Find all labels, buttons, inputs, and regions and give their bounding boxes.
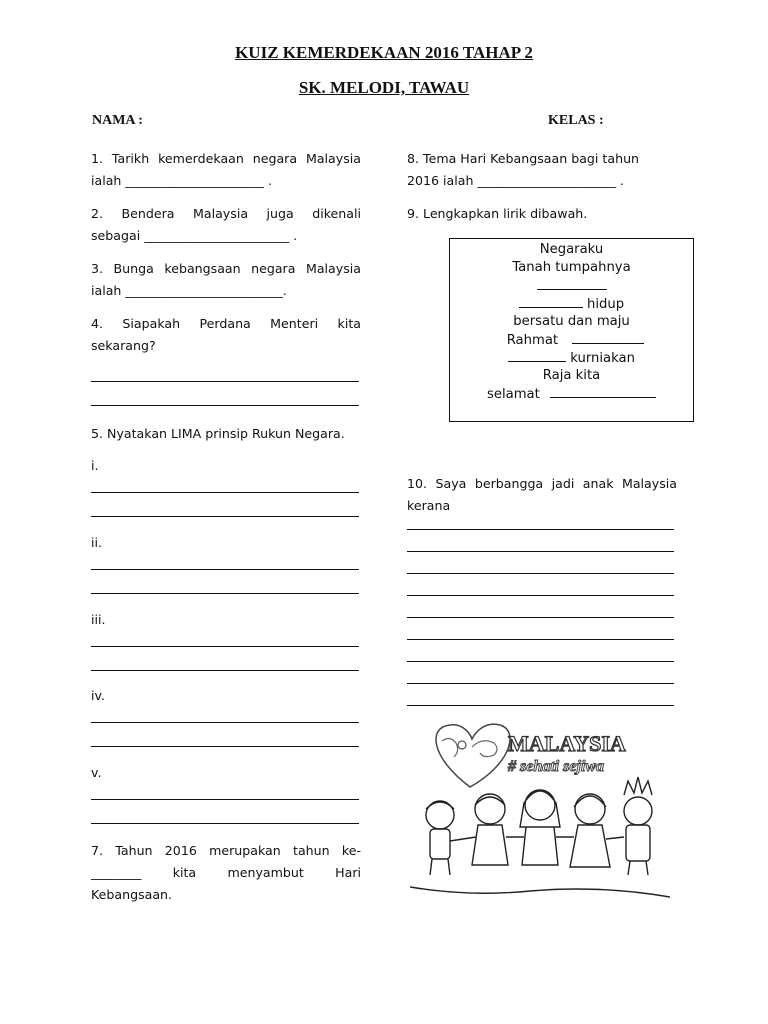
lyric-line: Negaraku [539,242,604,257]
answer-line[interactable] [91,823,359,824]
answer-line[interactable] [91,381,359,382]
lyric-line: Raja kita [542,368,601,383]
answer-line[interactable] [91,722,359,723]
quiz-title: KUIZ KEMERDEKAAN 2016 TAHAP 2 [235,43,533,62]
question-2-blank: sebagai _______________________ . [91,228,298,243]
question-8-text: 8. Tema Hari Kebangsaan bagi tahun [407,151,640,166]
question-9 [407,203,677,225]
answer-line[interactable] [91,746,359,747]
question-4-text: 4. Siapakah Perdana Menteri kita [91,316,361,331]
question-7-text-3: Kebangsaan. [91,887,173,902]
malaysia-illustration [410,717,676,905]
answer-line[interactable] [407,705,674,706]
lyric-line [450,331,697,350]
name-label: NAMA : [92,113,143,128]
answer-line[interactable] [91,646,359,647]
answer-line[interactable] [407,595,674,596]
lyric-text: Rahmat [506,333,559,348]
lyric-line [450,385,693,404]
lyric-blank[interactable] [572,331,644,344]
lyric-line-blank [450,277,693,296]
question-8-blank: 2016 ialah ______________________ . [407,173,625,188]
lyric-blank[interactable] [519,295,583,308]
question-3-blank: ialah _________________________. [91,283,287,298]
lyric-text: selamat [486,387,540,402]
answer-line[interactable] [91,799,359,800]
question-4-text-2: sekarang? [91,338,156,353]
question-1-text: 1. Tarikh kemerdekaan negara Malaysia [91,151,361,166]
answer-line[interactable] [407,639,674,640]
class-label: KELAS : [548,113,604,128]
question-7 [91,840,361,906]
lyric-line [450,349,693,368]
question-5 [91,423,371,445]
lyric-line [450,295,693,314]
question-10-text-2: kerana [407,498,451,513]
lyric-text: hidup [587,297,625,312]
school-name: SK. MELODI, TAWAU [298,78,470,97]
lyrics-box [449,238,694,422]
lyric-text: kurniakan [570,351,635,366]
question-9-text: 9. Lengkapkan lirik dibawah. [407,206,588,221]
roman-numeral: ii. [91,535,103,550]
children-drawing [410,717,676,905]
lyric-blank[interactable] [508,349,566,362]
answer-line[interactable] [91,593,359,594]
question-10-text: 10. Saya berbangga jadi anak Malaysia [407,476,677,491]
question-8 [407,148,677,192]
question-7-text: 7. Tahun 2016 merupakan tahun ke- [91,843,361,858]
question-10 [407,473,677,517]
lyric-blank[interactable] [537,277,607,290]
answer-line[interactable] [407,661,674,662]
answer-line[interactable] [91,569,359,570]
answer-line[interactable] [407,573,674,574]
answer-line[interactable] [407,529,674,530]
illustration-title: MALAYSIA [508,731,626,756]
question-3 [91,258,361,302]
question-1 [91,148,361,192]
question-7-text-2: ________ kita menyambut Hari [91,865,361,880]
answer-line[interactable] [407,683,674,684]
answer-line[interactable] [91,670,359,671]
answer-line[interactable] [91,405,359,406]
question-1-blank: ialah ______________________ . [91,173,272,188]
question-4 [91,313,361,357]
question-3-text: 3. Bunga kebangsaan negara Malaysia [91,261,361,276]
question-2-text: 2. Bendera Malaysia juga dikenali [91,206,361,221]
lyric-line: bersatu dan maju [513,314,630,329]
roman-numeral: i. [91,458,99,473]
lyric-line: Tanah tumpahnya [512,260,631,275]
question-5-text: 5. Nyatakan LIMA prinsip Rukun Negara. [91,426,345,441]
answer-line[interactable] [91,516,359,517]
illustration-subtitle: # sehati sejiwa [508,758,605,775]
answer-line[interactable] [407,617,674,618]
answer-line[interactable] [407,551,674,552]
question-2 [91,203,361,247]
roman-numeral: v. [91,765,102,780]
lyric-blank[interactable] [550,385,656,398]
answer-line[interactable] [91,492,359,493]
roman-numeral: iii. [91,612,106,627]
roman-numeral: iv. [91,688,105,703]
